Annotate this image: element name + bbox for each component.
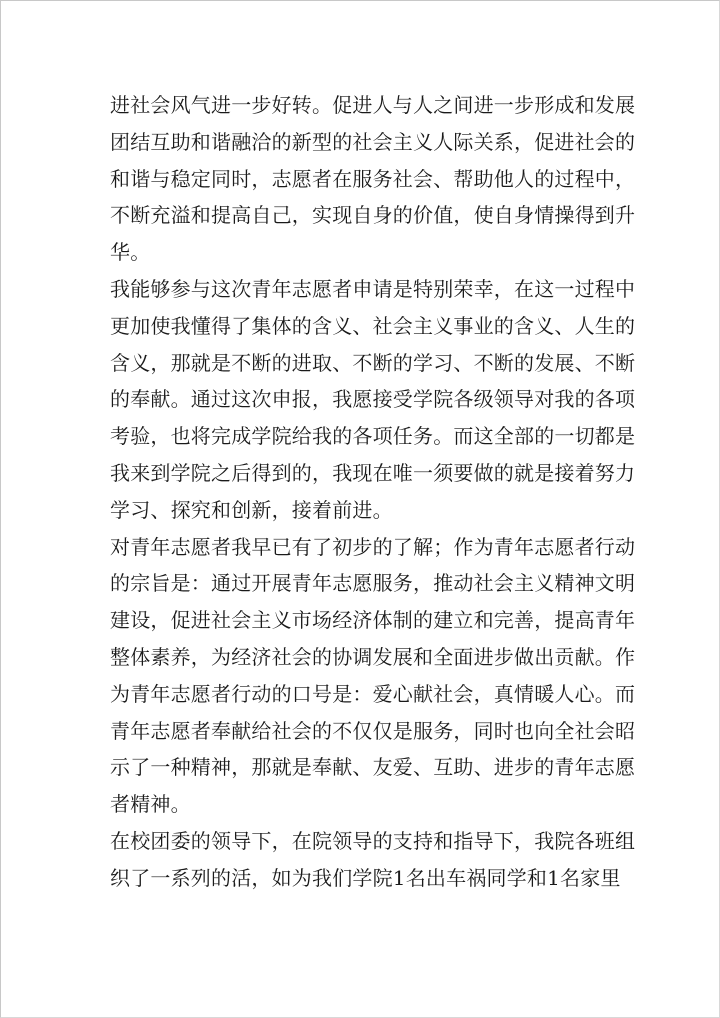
text-line: 不断充溢和提高自己，实现自身的价值，使自身情操得到升	[110, 203, 636, 228]
text-line: 织了一系列的活，如为我们学院1名出车祸同学和1名家里	[110, 865, 621, 890]
document-body	[110, 87, 636, 897]
text-line: 进社会风气进一步好转。促进人与人之间进一步形成和发展	[110, 93, 636, 117]
text-line: 青年志愿者奉献给社会的不仅仅是服务，同时也向全社会昭	[110, 718, 636, 743]
text-line: 的奉献。通过这次申报，我愿接受学院各级领导对我的各项	[110, 387, 636, 412]
text-line: 和谐与稳定同时，志愿者在服务社会、帮助他人的过程中，	[110, 166, 636, 191]
text-line: 我能够参与这次青年志愿者申请是特别荣幸，在这一过程中	[110, 276, 636, 301]
text-line: 者精神。	[110, 792, 191, 817]
text-line: 更加使我懂得了集体的含义、社会主义事业的含义、人生的	[110, 313, 636, 338]
text-line: 我来到学院之后得到的，我现在唯一须要做的就是接着努力	[110, 460, 636, 485]
text-line: 含义，那就是不断的进取、不断的学习、不断的发展、不断	[110, 350, 636, 375]
text-line: 整体素养，为经济社会的协调发展和全面进步做出贡献。作	[110, 644, 636, 669]
text-line: 对青年志愿者我早已有了初步的了解；作为青年志愿者行动	[110, 534, 636, 559]
text-line: 在校团委的领导下，在院领导的支持和指导下，我院各班组	[110, 828, 636, 853]
text-line: 华。	[110, 240, 151, 265]
text-line: 为青年志愿者行动的口号是：爱心献社会，真情暖人心。而	[110, 681, 636, 706]
text-line: 的宗旨是：通过开展青年志愿服务，推动社会主义精神文明	[110, 571, 636, 596]
text-line: 建设，促进社会主义市场经济体制的建立和完善，提高青年	[110, 608, 636, 633]
text-line: 团结互助和谐融洽的新型的社会主义人际关系，促进社会的	[110, 129, 636, 154]
text-line: 考验，也将完成学院给我的各项任务。而这全部的一切都是	[110, 424, 636, 449]
text-line: 示了一种精神，那就是奉献、友爱、互助、进步的青年志愿	[110, 755, 636, 780]
text-line: 学习、探究和创新，接着前进。	[110, 497, 393, 522]
